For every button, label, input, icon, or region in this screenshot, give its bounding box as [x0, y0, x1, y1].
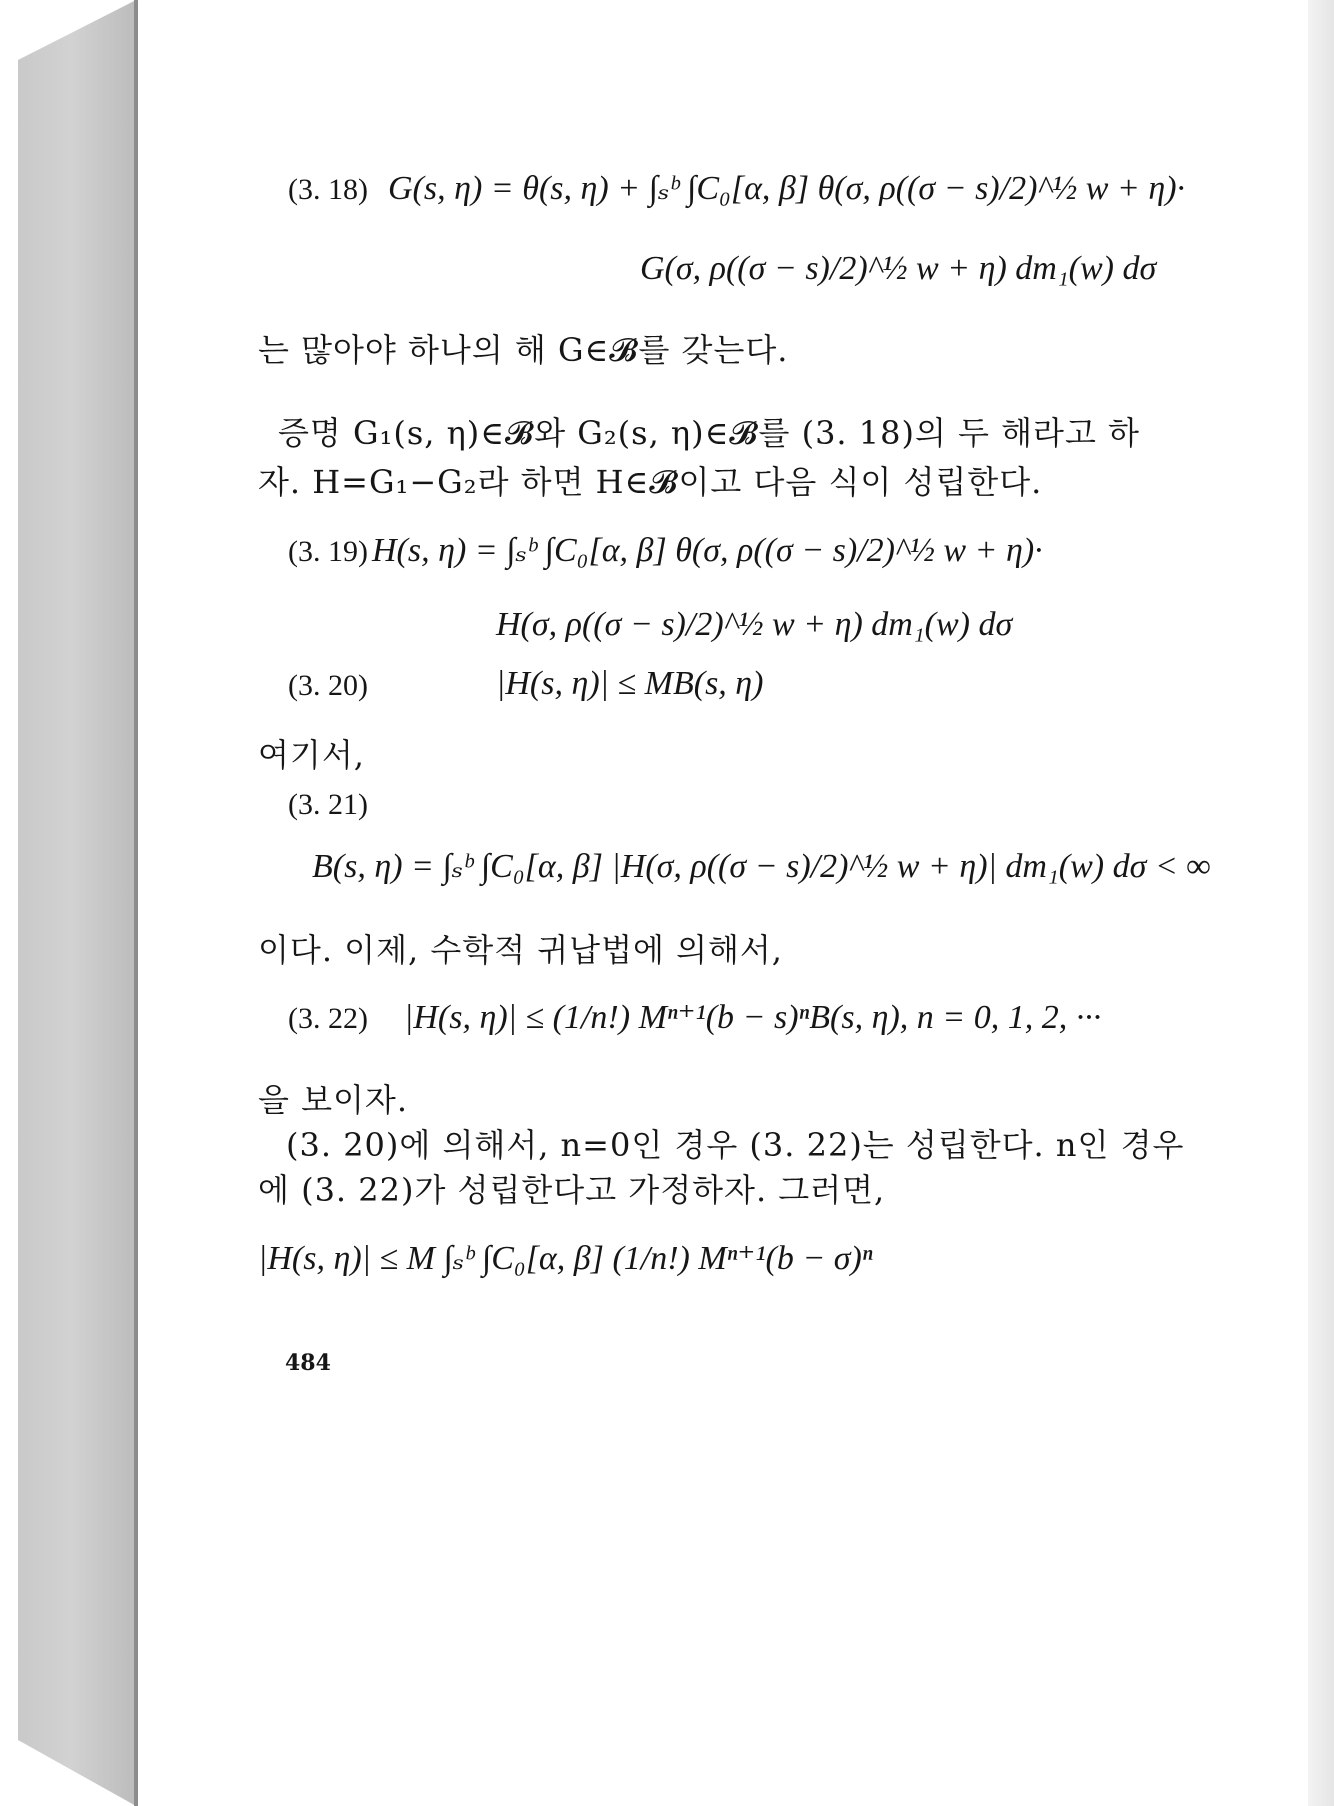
eq-3-21-number: (3. 21): [288, 788, 368, 821]
eq-3-20-body: |H(s, η)| ≤ MB(s, η): [496, 665, 764, 702]
text-proof-start: 증명 G₁(s, η)∈𝓑와 G₂(s, η)∈𝓑를 (3. 18)의 두 해라고 하: [278, 414, 1140, 452]
eq-3-19-number: (3. 19): [288, 535, 368, 568]
eq-3-22-body: |H(s, η)| ≤ (1/n!) Mⁿ⁺¹(b − s)ⁿB(s, η), n = 0, 1, 2, ···: [404, 999, 1102, 1036]
page-edge: [1308, 0, 1334, 1806]
eq-3-19-line1: H(s, η) = ∫ₛᵇ ∫C₀[α, β] θ(σ, ρ((σ − s)/2)^½ w + η)·: [372, 532, 1043, 569]
eq-3-21-body: B(s, η) = ∫ₛᵇ ∫C₀[α, β] |H(σ, ρ((σ − s)/2)^½ w + η)| dm₁(w) dσ < ∞: [312, 848, 1211, 885]
eq-3-22-number: (3. 22): [288, 1002, 368, 1035]
eq-3-18-number: (3. 18): [288, 173, 368, 206]
text-define-H: 자. H=G₁−G₂라 하면 H∈𝓑이고 다음 식이 성립한다.: [258, 463, 1043, 501]
text-induction: 이다. 이제, 수학적 귀납법에 의해서,: [258, 931, 783, 969]
eq-induction-bound: |H(s, η)| ≤ M ∫ₛᵇ ∫C₀[α, β] (1/n!) Mⁿ⁺¹(b − σ)ⁿ: [258, 1240, 873, 1277]
eq-3-18-line2: G(σ, ρ((σ − s)/2)^½ w + η) dm₁(w) dσ: [640, 250, 1157, 287]
text-where: 여기서,: [258, 736, 365, 774]
eq-3-19-line2: H(σ, ρ((σ − s)/2)^½ w + η) dm₁(w) dσ: [496, 606, 1013, 643]
book-spine: [18, 0, 136, 1806]
text-base-case: (3. 20)에 의해서, n=0인 경우 (3. 22)는 성립한다. n인 경우: [286, 1126, 1185, 1164]
text-show: 을 보이자.: [258, 1081, 408, 1119]
eq-3-20-number: (3. 20): [288, 669, 368, 702]
page-number: 484: [285, 1350, 331, 1376]
text-unique-solution: 는 많아야 하나의 해 G∈𝓑를 갖는다.: [258, 331, 789, 369]
eq-3-18-line1: G(s, η) = θ(s, η) + ∫ₛᵇ ∫C₀[α, β] θ(σ, ρ((σ − s)/2)^½ w + η)·: [388, 170, 1186, 207]
text-inductive-step: 에 (3. 22)가 성립한다고 가정하자. 그러면,: [258, 1171, 886, 1209]
